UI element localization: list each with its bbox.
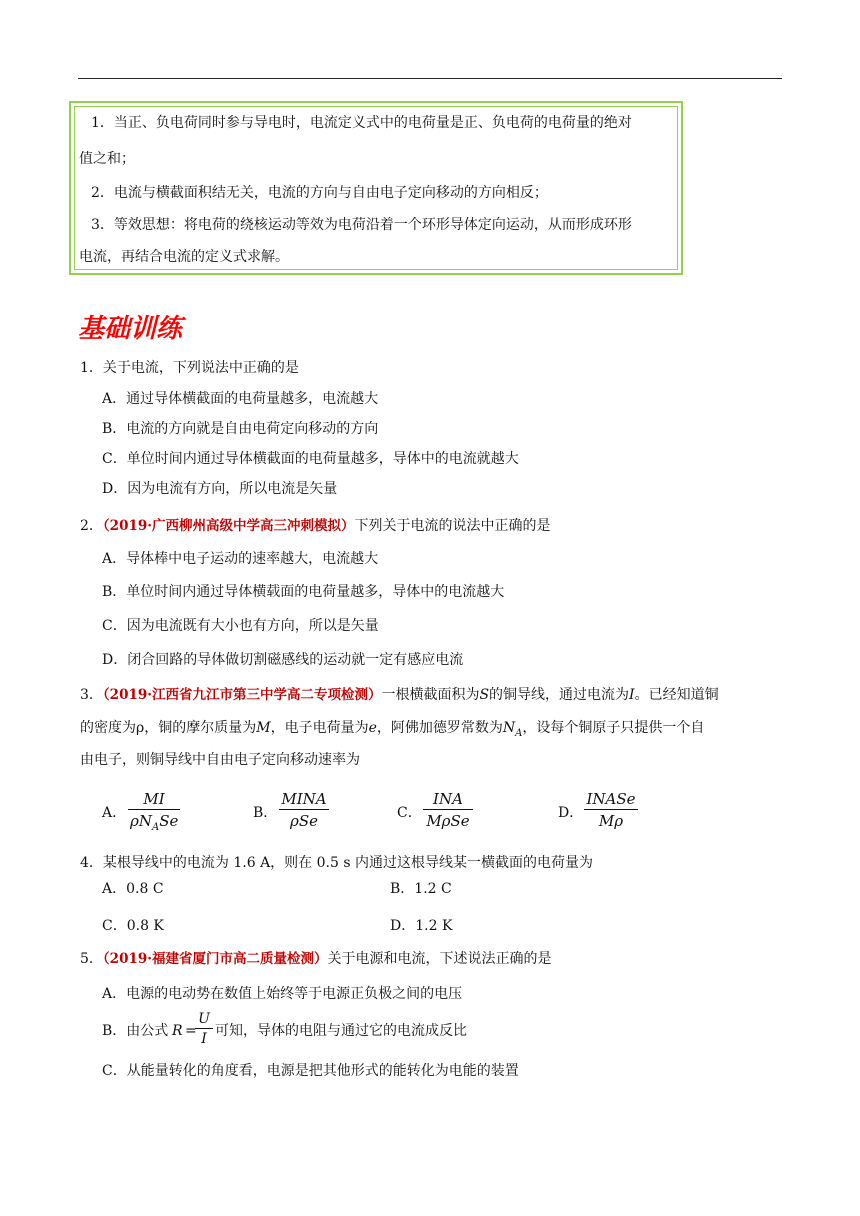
q3-var-n-sub: A <box>515 727 523 739</box>
q2-stem-line <box>80 516 550 536</box>
q5-equals: = <box>185 1023 197 1039</box>
q3-line-3: 由电子，则铜导线中自由电子定向移动速率为 <box>80 752 360 768</box>
q3-text: 。已经知道铜 <box>634 687 719 703</box>
fraction-denominator: Mρ <box>584 809 638 830</box>
note-line-2: 值之和； <box>79 151 135 167</box>
q4-option-c: C．0.8 K <box>102 918 164 934</box>
q2-source: （2019·广西柳州高级中学高三冲刺模拟） <box>102 518 355 534</box>
fraction-den-sub: A <box>151 822 160 833</box>
q3-var-e: e <box>368 720 377 736</box>
q2-option-a: A．导体棒中电子运动的速率越大，电流越大 <box>102 551 379 567</box>
q1-option-b: B．电流的方向就是自由电荷定向移动的方向 <box>102 421 379 437</box>
q5-option-c: C．从能量转化的角度看，电源是把其他形式的能转化为电能的装置 <box>102 1063 519 1079</box>
fraction-denominator: ρSe <box>279 809 329 830</box>
q5-stem-line <box>80 949 551 969</box>
q3-var-i: I <box>629 687 635 703</box>
q3-var-m: M <box>256 720 271 736</box>
q2-option-c: C．因为电流既有大小也有方向，所以是矢量 <box>102 618 379 634</box>
note-line-4: 3．等效思想：将电荷的绕核运动等效为电荷沿着一个环形导体定向运动，从而形成环形 <box>91 217 632 233</box>
q3-text: 一根横截面积为 <box>381 687 480 703</box>
section-title: 基础训练 <box>78 314 183 344</box>
q3-var-n: N <box>502 720 516 736</box>
q3-line-2 <box>80 718 704 744</box>
q3-option-b-label: B． <box>253 805 278 821</box>
q3-source: （2019·江西省九江市第三中学高二专项检测） <box>102 687 382 703</box>
q4-option-b: B．1.2 C <box>390 881 452 897</box>
fraction-numerator: U <box>198 1011 210 1027</box>
q5-option-b-label: B．由公式 <box>102 1023 169 1039</box>
q3-text: ，电子电荷量为 <box>270 720 369 736</box>
q4-option-d: D．1.2 K <box>390 918 453 934</box>
q3-option-a-fraction <box>128 790 180 833</box>
q2-option-d: D．闭合回路的导体做切割磁感线的运动就一定有感应电流 <box>102 652 464 668</box>
fraction-denominator <box>128 809 180 833</box>
q3-option-a-label: A． <box>102 805 127 821</box>
q5-source: （2019·福建省厦门市高二质量检测） <box>102 951 328 967</box>
q3-var-s: S <box>479 687 490 703</box>
q3-text: 的铜导线，通过电流为 <box>489 687 630 703</box>
q2-stem: 下列关于电流的说法中正确的是 <box>354 518 551 534</box>
q2-option-b: B．单位时间内通过导体横载面的电荷量越多，导体中的电流越大 <box>102 584 505 600</box>
q3-text: ，设每个铜原子只提供一个自 <box>522 720 705 736</box>
q3-option-d-fraction <box>584 790 638 830</box>
fraction-numerator: MINA <box>281 790 327 808</box>
note-line-3: 2．电流与横截面积结无关，电流的方向与自由电子定向移动的方向相反； <box>91 185 548 201</box>
q5-number: 5． <box>80 951 103 967</box>
q3-line-1 <box>80 685 719 705</box>
fraction-denominator: MρSe <box>423 809 473 830</box>
q1-stem: 1．关于电流，下列说法中正确的是 <box>80 360 299 376</box>
q5-option-b-text: 可知，导体的电阻与通过它的电流成反比 <box>215 1023 467 1039</box>
q1-option-c: C．单位时间内通过导体横截面的电荷量越多，导体中的电流就越大 <box>102 451 519 467</box>
fraction-den-part: Se <box>159 812 179 830</box>
q3-text: ，阿佛加德罗常数为 <box>376 720 503 736</box>
fraction-numerator: INA <box>433 790 463 808</box>
header-rule <box>78 78 782 79</box>
q3-text: 的密度为ρ，铜的摩尔质量为 <box>80 720 257 736</box>
q5-var-r: R <box>172 1023 183 1039</box>
q3-option-d-label: D． <box>558 805 584 821</box>
note-line-1: 1．当正、负电荷同时参与导电时，电流定义式中的电荷量是正、负电荷的电荷量的绝对 <box>91 115 632 131</box>
q3-option-b-fraction <box>279 790 329 830</box>
q3-number: 3． <box>80 687 103 703</box>
q1-option-a: A．通过导体横截面的电荷量越多，电流越大 <box>102 391 379 407</box>
q5-option-b-fraction <box>195 1011 213 1047</box>
fraction-numerator: INASe <box>586 790 636 808</box>
q4-stem: 4．某根导线中的电流为 1.6 A，则在 0.5 s 内通过这根导线某一横截面的电荷量为 <box>80 855 593 871</box>
q4-option-a: A．0.8 C <box>102 881 164 897</box>
q1-option-d: D．因为电流有方向，所以电流是矢量 <box>102 481 338 497</box>
fraction-denominator: I <box>195 1028 213 1047</box>
q5-option-a: A．电源的电动势在数值上始终等于电源正负极之间的电压 <box>102 986 463 1002</box>
q2-number: 2． <box>80 518 103 534</box>
q3-option-c-label: C． <box>397 805 422 821</box>
q3-option-c-fraction <box>423 790 473 830</box>
note-line-5: 电流，再结合电流的定义式求解。 <box>79 249 289 265</box>
summary-box <box>69 101 683 275</box>
fraction-numerator: MI <box>143 790 165 808</box>
fraction-den-part: ρN <box>130 812 152 830</box>
q5-stem: 关于电源和电流，下述说法正确的是 <box>327 951 552 967</box>
